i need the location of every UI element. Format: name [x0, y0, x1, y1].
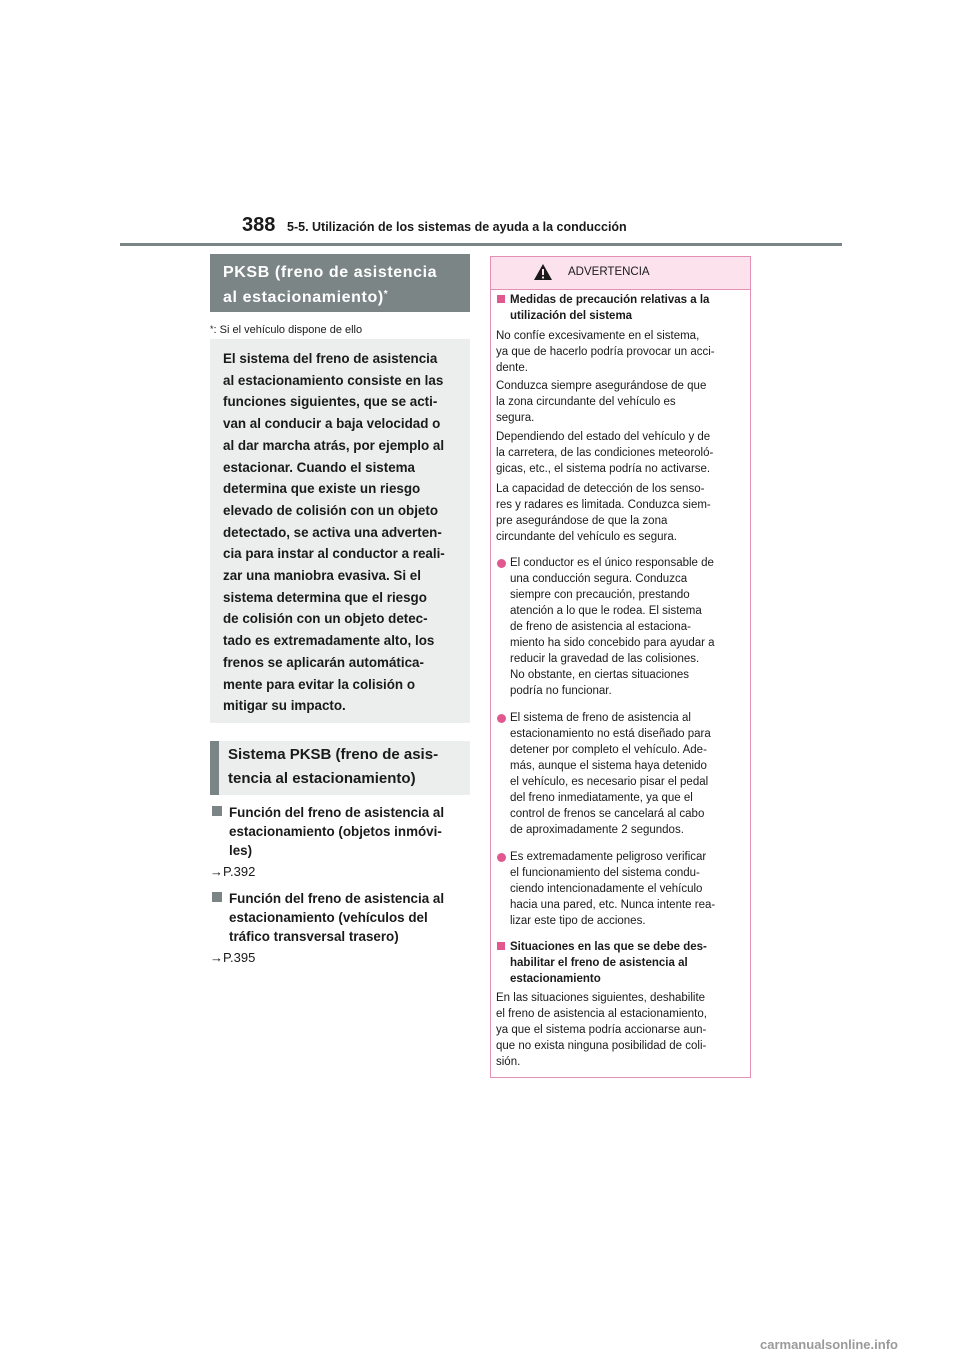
intro-line: al estacionamiento consiste en las	[223, 372, 444, 388]
pksb-title-box	[210, 254, 470, 312]
feature-line: Función del freno de asistencia al	[229, 891, 445, 906]
pksb-title-line-2: al estacionamiento)*	[223, 289, 389, 306]
header-rule	[120, 243, 842, 246]
intro-line: tado es extremadamente alto, los	[223, 633, 435, 649]
feature-line: Función del freno de asistencia al	[229, 805, 445, 820]
intro-line: al dar marcha atrás, por ejemplo al	[223, 437, 445, 453]
square-bullet-icon	[497, 942, 505, 950]
intro-line: cia para instar al conductor a reali-	[223, 546, 445, 562]
square-bullet-icon	[212, 806, 222, 816]
warning-paragraph: La capacidad de detección de los senso- res y radares es limitada. Conduzca siem- pre asegurándose de que la zona circundante del vehículo es segura.	[496, 483, 711, 543]
system-heading	[210, 741, 470, 795]
watermark: carmanualsonline.info	[760, 1337, 898, 1352]
intro-line: determina que existe un riesgo	[223, 481, 421, 497]
circle-bullet-icon	[497, 559, 506, 568]
warning-header	[491, 257, 750, 290]
warning-bullet: Es extremadamente peligroso verificar el funcionamiento del sistema condu- ciendo intencionadamente el vehículo hacia una pared, etc. Nunca intente rea- lizar este tipo de acciones.	[496, 849, 746, 929]
feature-rear-cross-traffic	[210, 889, 472, 946]
intro-line: detectado, se activa una adverten-	[223, 524, 442, 540]
section-title: 5-5. Utilización de los sistemas de ayuda a la conducción	[287, 220, 627, 234]
system-heading-line: Sistema PKSB (freno de asis-	[228, 746, 439, 763]
square-bullet-icon	[497, 295, 505, 303]
title-footnote-marker: *	[383, 289, 389, 300]
page-ref-395[interactable]: →P.395	[210, 950, 256, 965]
warning-bullet: El sistema de freno de asistencia al estacionamiento no está diseñado para detener por completo el vehículo. Ade- más, aunque el sistema haya detenido el vehículo, es necesario pisar el pedal del freno inmediatamente, ya que el control de frenos se cancelará al cabo de aproximadamente 2 segundos.	[496, 710, 746, 838]
intro-line: elevado de colisión con un objeto	[223, 502, 439, 518]
square-bullet-icon	[212, 892, 222, 902]
intro-line: mitigar su impacto.	[223, 698, 346, 714]
warning-paragraph: Dependiendo del estado del vehículo y de la carretera, de las condiciones meteoroló- gicas, etc., el sistema podría no activarse.	[496, 431, 714, 475]
intro-line: estacionar. Cuando el sistema	[223, 459, 416, 475]
intro-line: de colisión con un objeto detec-	[223, 611, 428, 627]
intro-box	[210, 339, 470, 723]
warning-heading-precautions: Medidas de precaución relativas a la utilización del sistema	[496, 292, 746, 324]
intro-line: mente para evitar la colisión o	[223, 676, 416, 692]
warning-bullet: El conductor es el único responsable de una conducción segura. Conduzca siempre con precaución, prestando atención a lo que le rodea. El sistema de freno de asistencia al estaciona- miento ha sido concebido para ayudar a reducir la gravedad de las colisiones. No obstante, en ciertas situaciones podría no funcionar.	[496, 555, 746, 699]
circle-bullet-icon	[497, 853, 506, 862]
intro-line: van al conducir a baja velocidad o	[223, 416, 441, 432]
feature-line: les)	[229, 843, 253, 858]
page-ref-392[interactable]: →P.392	[210, 864, 256, 879]
page-number: 388	[242, 214, 276, 236]
warning-heading-disable: Situaciones en las que se debe des- habilitar el freno de asistencia al estacionamiento	[496, 939, 746, 987]
circle-bullet-icon	[497, 714, 506, 723]
feature-line: tráfico transversal trasero)	[229, 929, 399, 944]
intro-line: sistema determina que el riesgo	[223, 589, 427, 605]
feature-static-objects	[210, 803, 472, 860]
intro-line: zar una maniobra evasiva. Si el	[223, 568, 421, 584]
intro-line: frenos se aplicarán automática-	[223, 654, 424, 670]
feature-line: estacionamiento (objetos inmóvi-	[229, 824, 442, 839]
warning-paragraph: No confíe excesivamente en el sistema, ya que de hacerlo podría provocar un acci- dente.	[496, 330, 715, 374]
warning-paragraph: Conduzca siempre asegurándose de que la zona circundante del vehículo es segura.	[496, 380, 707, 424]
warning-triangle-icon	[533, 263, 553, 281]
intro-line: funciones siguientes, que se acti-	[223, 394, 438, 410]
feature-line: estacionamiento (vehículos del	[229, 910, 428, 925]
warning-box	[490, 256, 751, 1078]
footnote: *: Si el vehículo dispone de ello	[210, 324, 363, 336]
system-heading-line: tencia al estacionamiento)	[228, 770, 416, 787]
warning-title: ADVERTENCIA	[568, 266, 650, 278]
warning-paragraph: En las situaciones siguientes, deshabilite el freno de asistencia al estacionamiento, ya que el sistema podría accionarse aun- que no exista ninguna posibilidad de coli- sión.	[496, 992, 707, 1068]
pksb-title-line-1: PKSB (freno de asistencia	[223, 264, 438, 281]
intro-line: El sistema del freno de asistencia	[223, 351, 438, 366]
